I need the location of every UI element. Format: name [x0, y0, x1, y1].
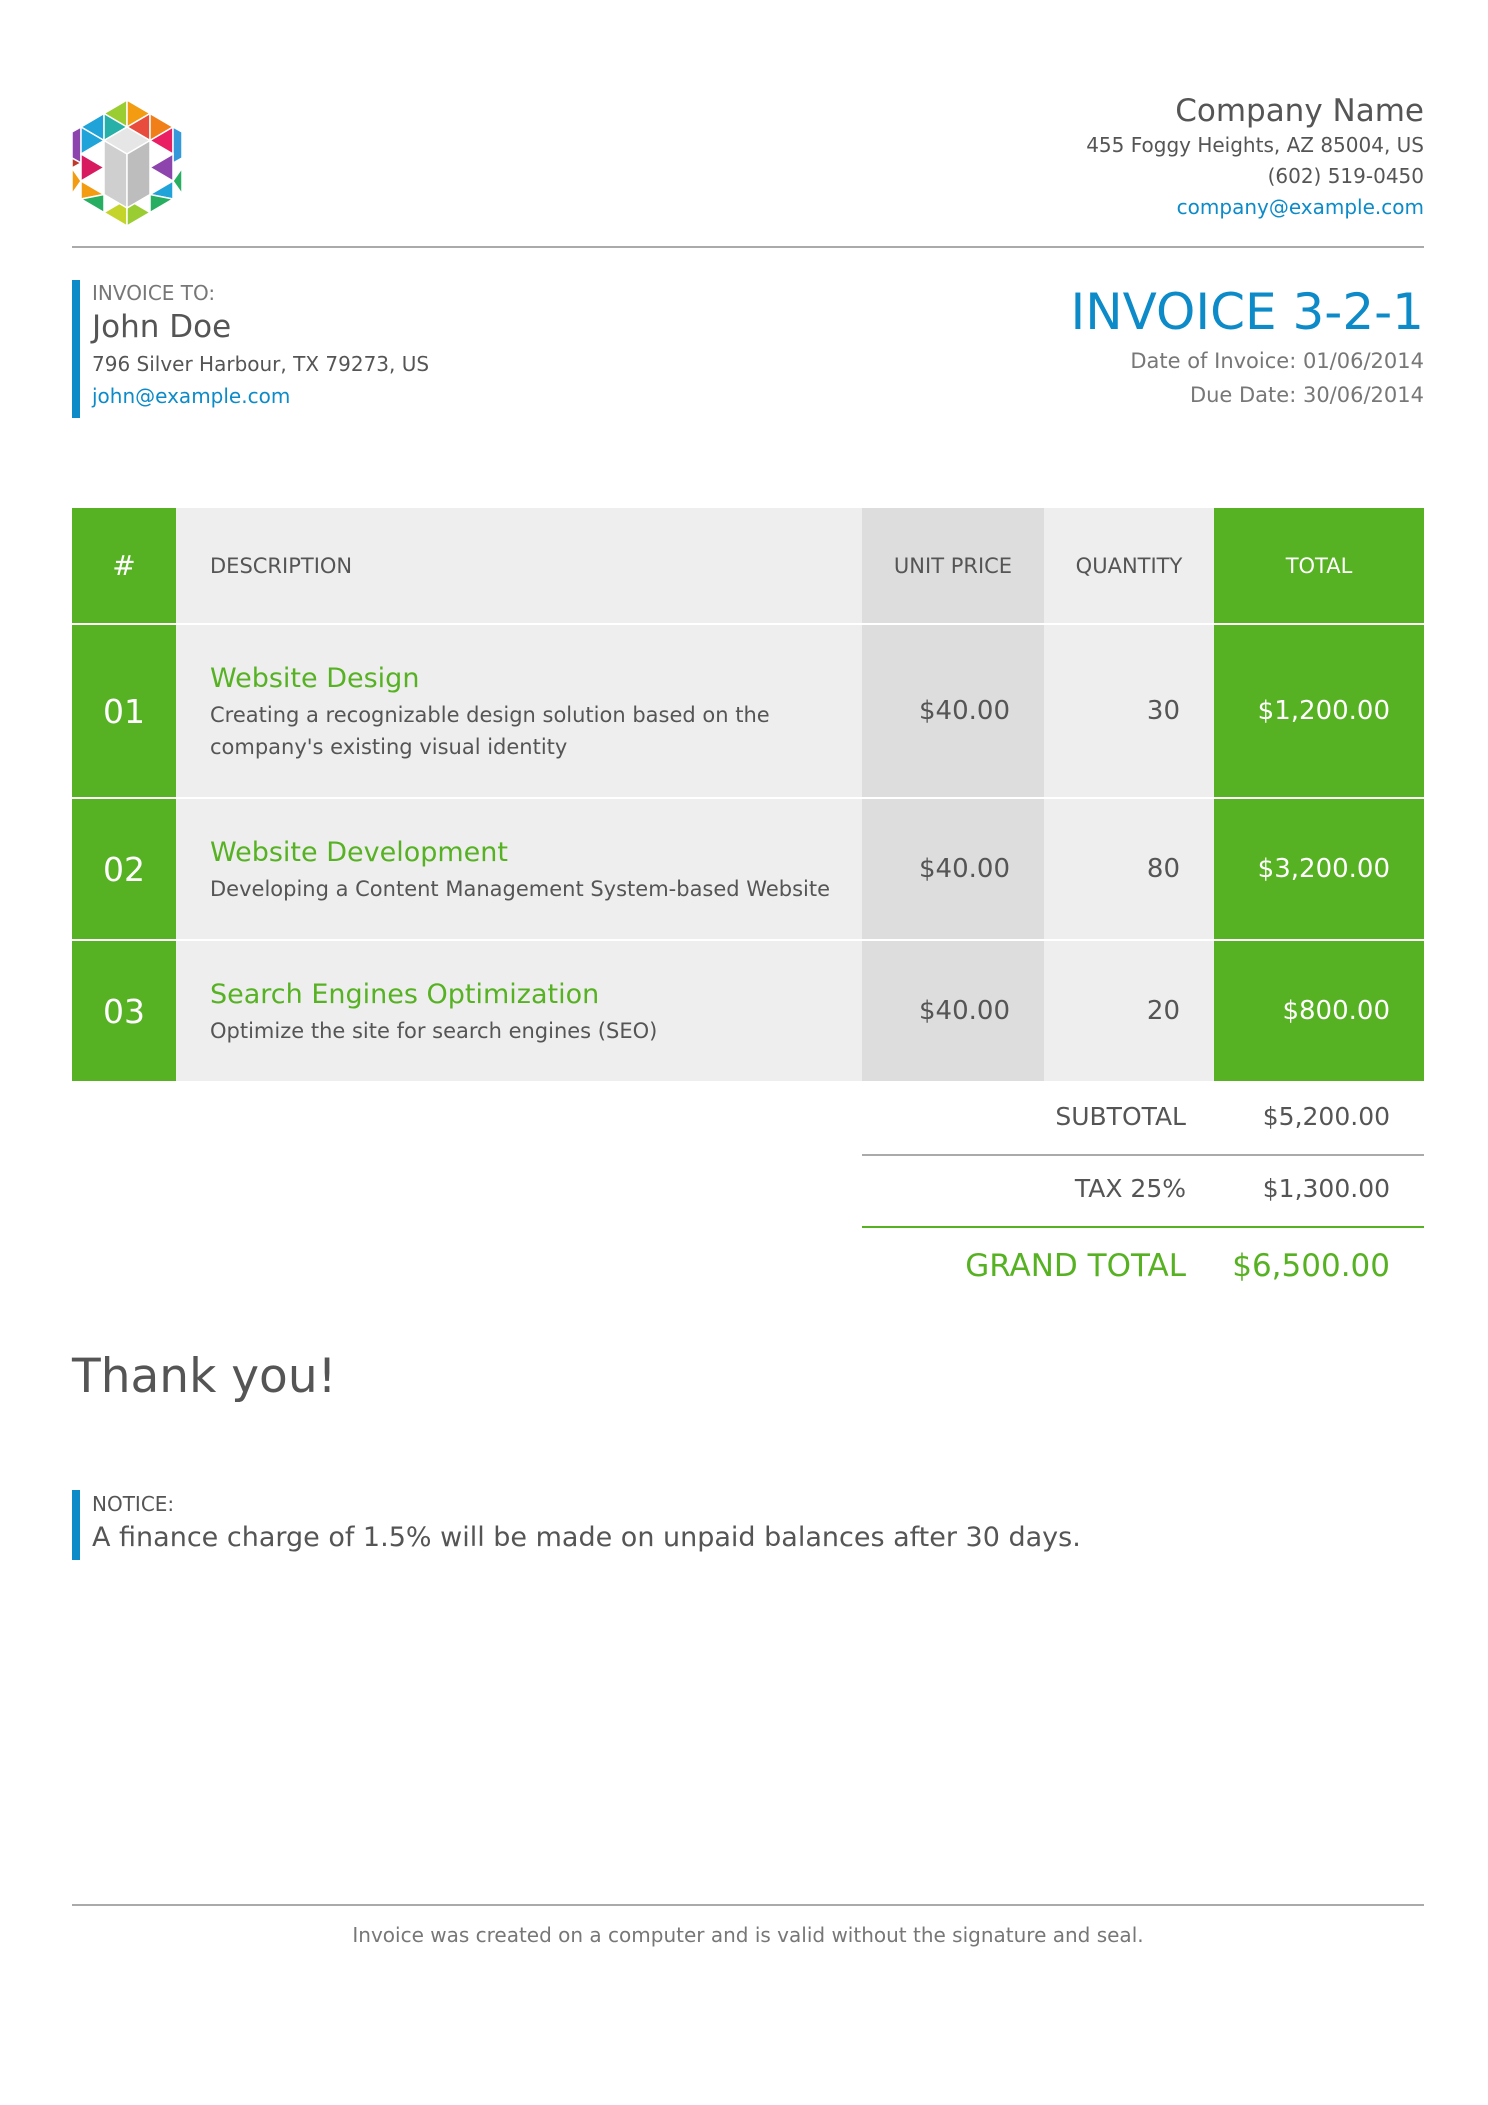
row-total: $1,200.00: [1214, 624, 1424, 798]
row-quantity: 80: [1044, 798, 1214, 940]
client-email-link[interactable]: john@example.com: [92, 384, 291, 408]
item-description: Optimize the site for search engines (SEO): [210, 1019, 658, 1043]
row-total: $3,200.00: [1214, 798, 1424, 940]
table-row: [72, 798, 1424, 940]
header-description: DESCRIPTION: [176, 508, 862, 624]
company-email-link[interactable]: company@example.com: [1176, 195, 1424, 219]
item-title: Search Engines Optimization: [210, 979, 600, 1010]
company-name: Company Name: [1175, 93, 1424, 129]
tax-label: TAX 25%: [1074, 1174, 1186, 1203]
thank-you-message: Thank you!: [72, 1349, 337, 1404]
item-title: Website Design: [210, 663, 420, 694]
row-number: 01: [72, 624, 176, 798]
row-unit-price: $40.00: [862, 940, 1044, 1082]
row-quantity: 30: [1044, 624, 1214, 798]
row-unit-price: $40.00: [862, 798, 1044, 940]
invoice-title: INVOICE 3-2-1: [1070, 283, 1424, 341]
company-info: [1086, 92, 1424, 223]
row-number: 02: [72, 798, 176, 940]
client-info: [72, 280, 429, 418]
grand-total-value: $6,500.00: [1232, 1248, 1390, 1284]
company-address: 455 Foggy Heights, AZ 85004, US: [1086, 133, 1424, 157]
grand-total-row: [862, 1228, 1424, 1308]
tax-value: $1,300.00: [1262, 1174, 1390, 1203]
table-row: [72, 624, 1424, 798]
row-description: [176, 624, 862, 798]
footer-text: Invoice was created on a computer and is valid without the signature and seal.: [352, 1923, 1144, 1947]
header-quantity: QUANTITY: [1044, 508, 1214, 624]
invoice-due-date: Due Date: 30/06/2014: [1189, 383, 1424, 407]
notice-box: [72, 1490, 1081, 1560]
subtotal-value: $5,200.00: [1262, 1102, 1390, 1131]
invoice-date: Date of Invoice: 01/06/2014: [1130, 349, 1424, 373]
notice-text: A finance charge of 1.5% will be made on unpaid balances after 30 days.: [92, 1522, 1081, 1553]
table-row: [72, 940, 1424, 1082]
client-address: 796 Silver Harbour, TX 79273, US: [92, 352, 430, 376]
header-total: TOTAL: [1214, 508, 1424, 624]
company-phone: (602) 519-0450: [1267, 164, 1424, 188]
row-unit-price: $40.00: [862, 624, 1044, 798]
row-total: $800.00: [1214, 940, 1424, 1082]
row-number: 03: [72, 940, 176, 1082]
item-description: Creating a recognizable design solution based on the company's existing visual identity: [210, 703, 770, 759]
notice-label: NOTICE:: [92, 1492, 175, 1516]
row-description: [176, 940, 862, 1082]
subtotal-row: [862, 1084, 1424, 1156]
hexagon-cube-logo-icon: [72, 100, 182, 226]
invoice-page: [72, 0, 1424, 2105]
header-divider: [72, 246, 1424, 248]
invoice-info: [1071, 280, 1425, 412]
grand-total-label: GRAND TOTAL: [965, 1248, 1186, 1284]
item-title: Website Development: [210, 837, 508, 868]
invoice-items-table: [72, 508, 1424, 1083]
header-unit-price: UNIT PRICE: [862, 508, 1044, 624]
footer-divider: [72, 1904, 1424, 1906]
item-description: Developing a Content Management System-based Website: [210, 877, 831, 901]
table-header-row: [72, 508, 1424, 624]
totals-section: [862, 1084, 1424, 1308]
row-quantity: 20: [1044, 940, 1214, 1082]
subtotal-label: SUBTOTAL: [1055, 1102, 1186, 1131]
tax-row: [862, 1156, 1424, 1228]
invoice-to-label: INVOICE TO:: [92, 281, 216, 305]
client-name: John Doe: [92, 309, 232, 345]
header-number: #: [72, 508, 176, 624]
row-description: [176, 798, 862, 940]
